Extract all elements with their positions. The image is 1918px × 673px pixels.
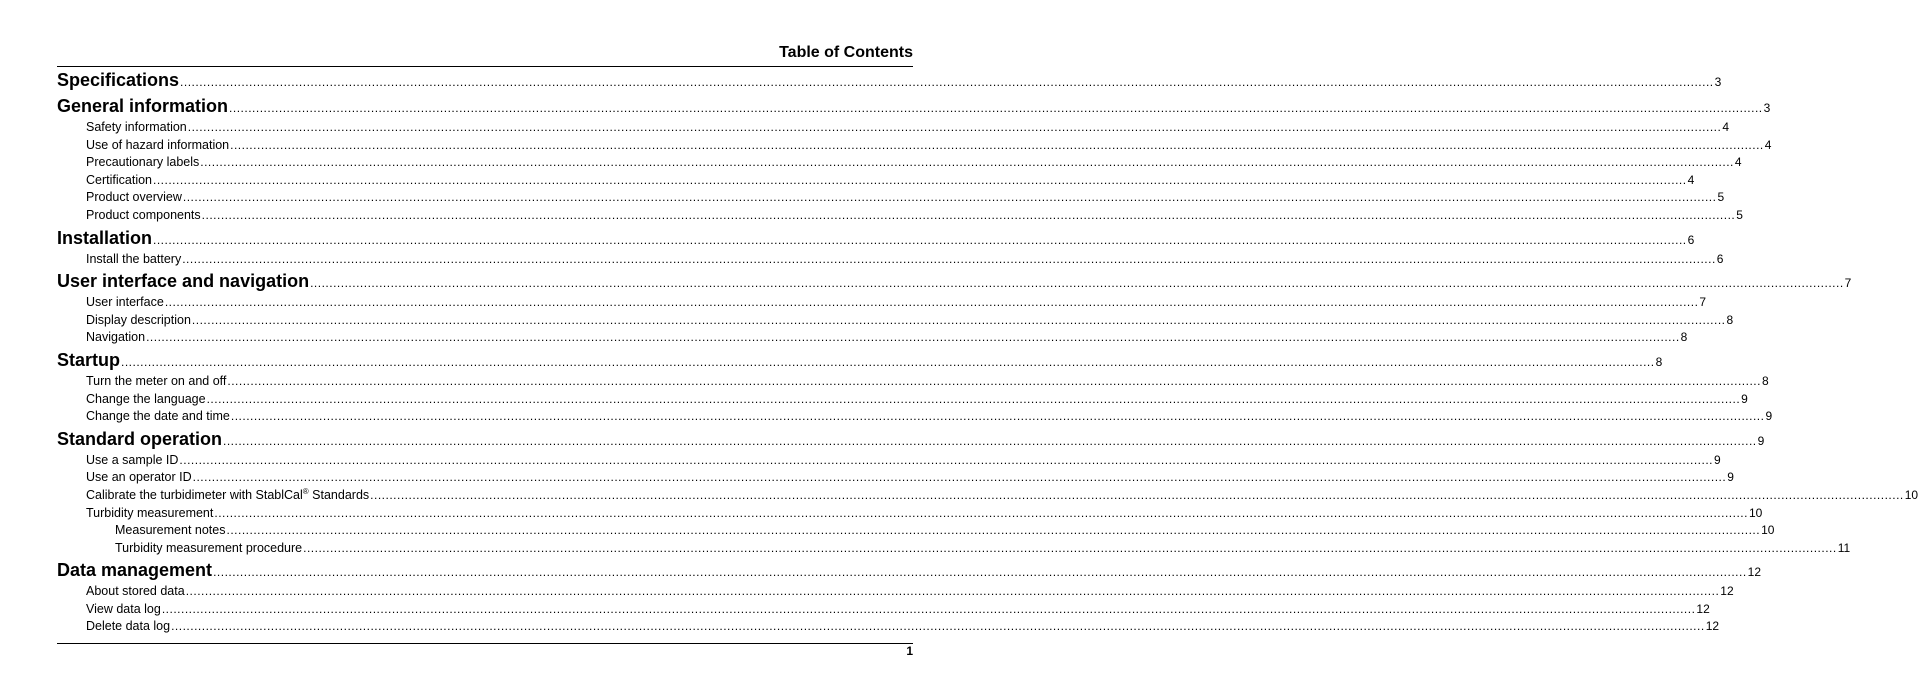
- toc-entry-label: Navigation: [86, 330, 146, 345]
- toc-subsection-entry[interactable]: [57, 486, 1918, 506]
- toc-entry-page: 7: [1844, 276, 1852, 291]
- toc-subsection-entry[interactable]: [57, 155, 1742, 173]
- toc-entry-label: Certification: [86, 172, 152, 187]
- toc-entry-page: 10: [1761, 523, 1775, 538]
- dot-leader: ................................................................................................................................................................................................................................................................................................................................................................................................................: [223, 433, 1757, 448]
- toc-entry-label: Specifications: [57, 70, 180, 90]
- toc-section-entry[interactable]: [57, 349, 1663, 374]
- toc-entry-label: Product components: [86, 207, 201, 222]
- toc-subsection-entry[interactable]: [57, 120, 1730, 138]
- toc-entry-label: Calibrate the turbidimeter with StablCal® Standards: [86, 486, 370, 502]
- toc-entry-label: Use of hazard information: [86, 137, 230, 152]
- toc-entry-label: Use an operator ID: [86, 470, 192, 485]
- toc-entry-label: Install the battery: [86, 251, 182, 266]
- dot-leader: ................................................................................................................................................................................................................................................................................................................................................................................................................: [229, 101, 1763, 115]
- toc-subsection-entry[interactable]: [57, 137, 1772, 156]
- toc-entry-page: 5: [1736, 207, 1743, 222]
- footer-divider: [57, 643, 913, 644]
- toc-entry-label: Turn the meter on and off: [86, 373, 227, 388]
- table-of-contents: [57, 70, 1918, 637]
- toc-entry-page: 9: [1741, 391, 1748, 406]
- toc-entry-page: 12: [1705, 619, 1720, 634]
- toc-entry-page: 9: [1765, 409, 1773, 424]
- dot-leader: ................................................................................................................................................................................................................................................................................................................................................................................................................: [146, 330, 1680, 345]
- dot-leader: ................................................................................................................................................................................................................................................................................................................................................................................................................: [226, 523, 1761, 538]
- dot-leader: ................................................................................................................................................................................................................................................................................................................................................................................................................: [303, 540, 1837, 555]
- dot-leader: ................................................................................................................................................................................................................................................................................................................................................................................................................: [227, 373, 1761, 388]
- toc-entry-label: Turbidity measurement: [86, 505, 214, 520]
- toc-entry-page: 3: [1714, 75, 1722, 89]
- toc-entry-page: 4: [1722, 120, 1730, 134]
- toc-entry-label: User interface: [86, 295, 164, 310]
- dot-leader: ................................................................................................................................................................................................................................................................................................................................................................................................................: [179, 452, 1713, 467]
- toc-entry-label: Data management: [57, 560, 213, 581]
- toc-section-entry[interactable]: [57, 227, 1695, 252]
- toc-subsection-entry[interactable]: [57, 373, 1769, 392]
- page-header-title: Table of Contents: [779, 44, 913, 61]
- toc-subsection-entry[interactable]: [57, 619, 1720, 637]
- dot-leader: ................................................................................................................................................................................................................................................................................................................................................................................................................: [201, 207, 1736, 222]
- toc-section-entry[interactable]: [57, 70, 1722, 94]
- toc-entry-page: 11: [1837, 540, 1851, 555]
- dot-leader: ................................................................................................................................................................................................................................................................................................................................................................................................................: [164, 295, 1699, 310]
- toc-entry-label: Standard operation: [57, 428, 223, 449]
- toc-entry-label: Measurement notes: [115, 523, 226, 538]
- toc-entry-page: 6: [1716, 251, 1724, 266]
- toc-subsection-entry[interactable]: [57, 190, 1725, 208]
- toc-entry-page: 12: [1747, 565, 1762, 580]
- toc-entry-page: 5: [1717, 190, 1725, 205]
- toc-subsection-entry[interactable]: [57, 207, 1743, 226]
- page-number: 1: [906, 644, 913, 658]
- dot-leader: ................................................................................................................................................................................................................................................................................................................................................................................................................: [182, 251, 1716, 266]
- toc-entry-label: Change the date and time: [86, 409, 230, 424]
- toc-section-entry[interactable]: [57, 271, 1852, 295]
- toc-entry-page: 10: [1748, 505, 1763, 520]
- toc-entry-page: 4: [1764, 137, 1772, 152]
- toc-entry-page: 3: [1763, 101, 1771, 115]
- registered-mark: ®: [302, 486, 309, 496]
- dot-leader: ................................................................................................................................................................................................................................................................................................................................................................................................................: [161, 601, 1696, 616]
- toc-entry-page: 8: [1761, 373, 1769, 388]
- toc-subsection-entry[interactable]: [57, 470, 1734, 488]
- toc-subsection-entry[interactable]: [57, 601, 1710, 620]
- toc-subsection-entry[interactable]: [57, 452, 1721, 471]
- toc-entry-page: 8: [1655, 354, 1663, 369]
- dot-leader: ................................................................................................................................................................................................................................................................................................................................................................................................................: [182, 190, 1717, 205]
- toc-entry-label: Precautionary labels: [86, 155, 200, 170]
- toc-subsection-entry[interactable]: [57, 505, 1763, 524]
- toc-subsubsection-entry[interactable]: [57, 540, 1851, 559]
- toc-entry-label: User interface and navigation: [57, 271, 310, 292]
- toc-subsection-entry[interactable]: [57, 251, 1724, 270]
- dot-leader: ................................................................................................................................................................................................................................................................................................................................................................................................................: [200, 155, 1734, 170]
- toc-entry-label: Installation: [57, 227, 153, 248]
- toc-entry-label: General information: [57, 96, 229, 116]
- toc-section-entry[interactable]: [57, 428, 1765, 453]
- toc-entry-label: Turbidity measurement procedure: [115, 540, 303, 555]
- toc-subsection-entry[interactable]: [57, 172, 1695, 191]
- toc-entry-page: 10: [1904, 487, 1918, 502]
- toc-entry-label: Safety information: [86, 120, 187, 134]
- toc-entry-page: 9: [1757, 433, 1765, 448]
- toc-entry-page: 8: [1726, 312, 1734, 327]
- toc-subsection-entry[interactable]: [57, 584, 1734, 602]
- toc-entry-page: 6: [1687, 232, 1695, 247]
- toc-entry-page: 4: [1687, 172, 1695, 187]
- toc-entry-label: Product overview: [86, 190, 182, 205]
- toc-subsection-entry[interactable]: [57, 330, 1688, 348]
- toc-entry-page: 9: [1714, 452, 1721, 467]
- toc-subsection-entry[interactable]: [57, 312, 1734, 331]
- toc-section-entry[interactable]: [57, 96, 1771, 120]
- toc-entry-page: 12: [1696, 601, 1710, 616]
- toc-entry-label: Delete data log: [86, 619, 171, 634]
- toc-subsection-entry[interactable]: [57, 295, 1707, 313]
- dot-leader: ................................................................................................................................................................................................................................................................................................................................................................................................................: [214, 505, 1748, 520]
- toc-entry-label: View data log: [86, 601, 161, 616]
- dot-leader: ................................................................................................................................................................................................................................................................................................................................................................................................................: [192, 470, 1727, 485]
- dot-leader: ................................................................................................................................................................................................................................................................................................................................................................................................................: [153, 232, 1687, 247]
- toc-entry-page: 9: [1727, 470, 1734, 485]
- toc-entry-label: Change the language: [86, 391, 206, 406]
- dot-leader: ................................................................................................................................................................................................................................................................................................................................................................................................................: [185, 584, 1720, 599]
- toc-entry-page: 8: [1680, 330, 1688, 345]
- dot-leader: ................................................................................................................................................................................................................................................................................................................................................................................................................: [191, 312, 1726, 327]
- toc-subsubsection-entry[interactable]: [57, 523, 1775, 541]
- toc-section-entry[interactable]: [57, 560, 1762, 584]
- dot-leader: ................................................................................................................................................................................................................................................................................................................................................................................................................: [206, 391, 1741, 406]
- dot-leader: ................................................................................................................................................................................................................................................................................................................................................................................................................: [310, 276, 1844, 291]
- dot-leader: ................................................................................................................................................................................................................................................................................................................................................................................................................: [213, 565, 1747, 580]
- toc-subsection-entry[interactable]: [57, 409, 1773, 427]
- toc-entry-page: 12: [1720, 584, 1734, 599]
- toc-entry-label: Use a sample ID: [86, 452, 179, 467]
- header-divider: [57, 66, 913, 67]
- toc-entry-label: Startup: [57, 349, 120, 370]
- dot-leader: ................................................................................................................................................................................................................................................................................................................................................................................................................: [187, 120, 1722, 134]
- toc-entry-label: About stored data: [86, 584, 185, 599]
- dot-leader: ................................................................................................................................................................................................................................................................................................................................................................................................................: [121, 354, 1655, 369]
- dot-leader: ................................................................................................................................................................................................................................................................................................................................................................................................................: [230, 409, 1765, 424]
- dot-leader: ................................................................................................................................................................................................................................................................................................................................................................................................................: [180, 75, 1714, 89]
- toc-entry-label: Display description: [86, 312, 191, 327]
- dot-leader: ................................................................................................................................................................................................................................................................................................................................................................................................................: [370, 487, 1904, 502]
- toc-subsection-entry[interactable]: [57, 391, 1748, 410]
- dot-leader: ................................................................................................................................................................................................................................................................................................................................................................................................................: [153, 172, 1687, 187]
- toc-entry-page: 7: [1699, 295, 1707, 310]
- dot-leader: ................................................................................................................................................................................................................................................................................................................................................................................................................: [230, 137, 1764, 152]
- toc-entry-page: 4: [1734, 155, 1742, 170]
- dot-leader: ................................................................................................................................................................................................................................................................................................................................................................................................................: [171, 619, 1705, 634]
